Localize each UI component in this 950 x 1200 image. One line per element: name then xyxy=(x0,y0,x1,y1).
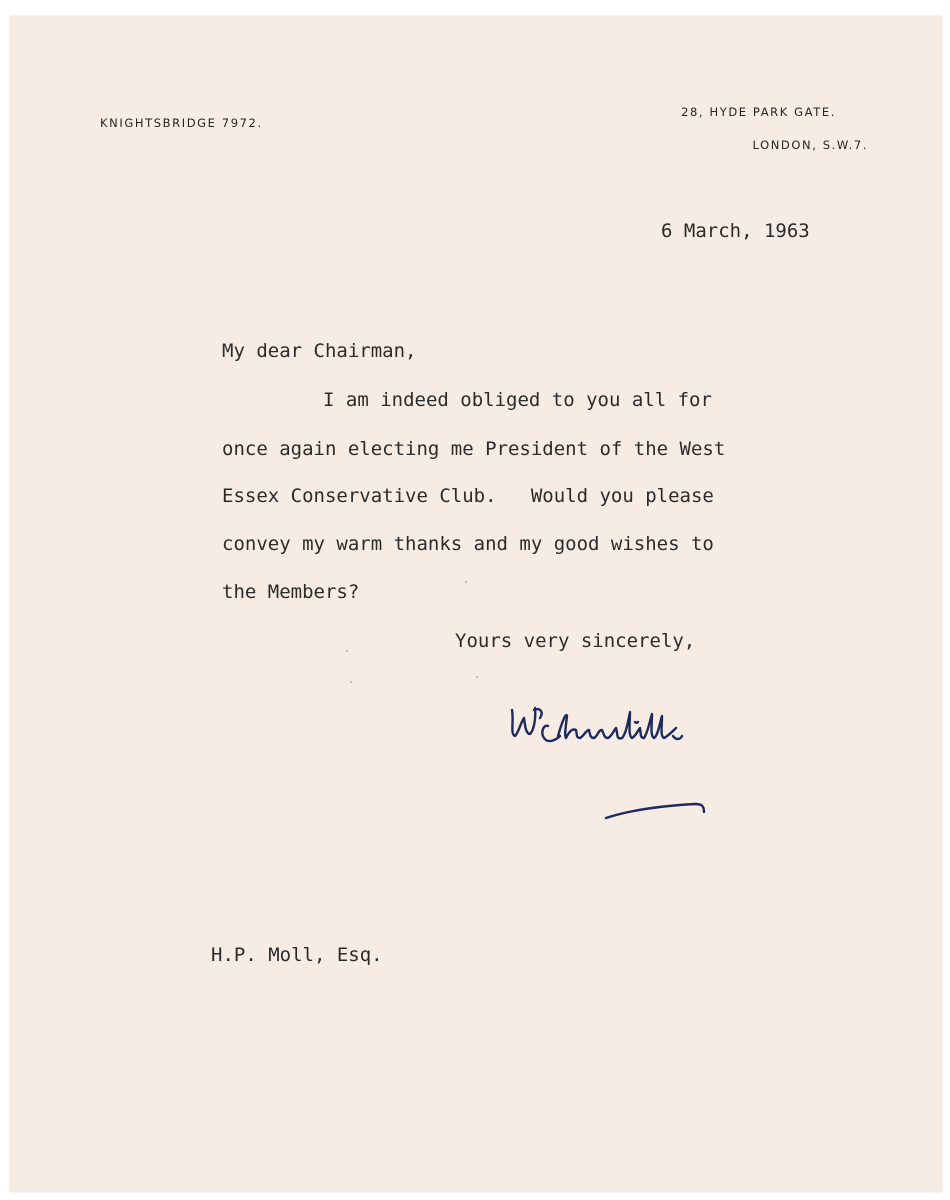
letter-date: 6 March, 1963 xyxy=(661,220,810,242)
letterhead-address-line2: LONDON, S.W.7. xyxy=(752,138,868,152)
letterhead-telephone: KNIGHTSBRIDGE 7972. xyxy=(100,116,263,130)
body-line-3: Essex Conservative Club. Would you please xyxy=(222,485,714,507)
signature-image xyxy=(490,692,720,832)
letterhead-address-line1: 28, HYDE PARK GATE. xyxy=(681,105,836,119)
body-line-1: I am indeed obliged to you all for xyxy=(323,389,712,411)
salutation: My dear Chairman, xyxy=(222,340,417,362)
body-line-5: the Members? xyxy=(222,581,360,603)
recipient: H.P. Moll, Esq. xyxy=(211,944,383,966)
letter-sheet xyxy=(10,16,942,1192)
body-line-2: once again electing me President of the West xyxy=(222,438,726,460)
body-line-4: convey my warm thanks and my good wishes to xyxy=(222,533,714,555)
closing: Yours very sincerely, xyxy=(455,630,696,652)
